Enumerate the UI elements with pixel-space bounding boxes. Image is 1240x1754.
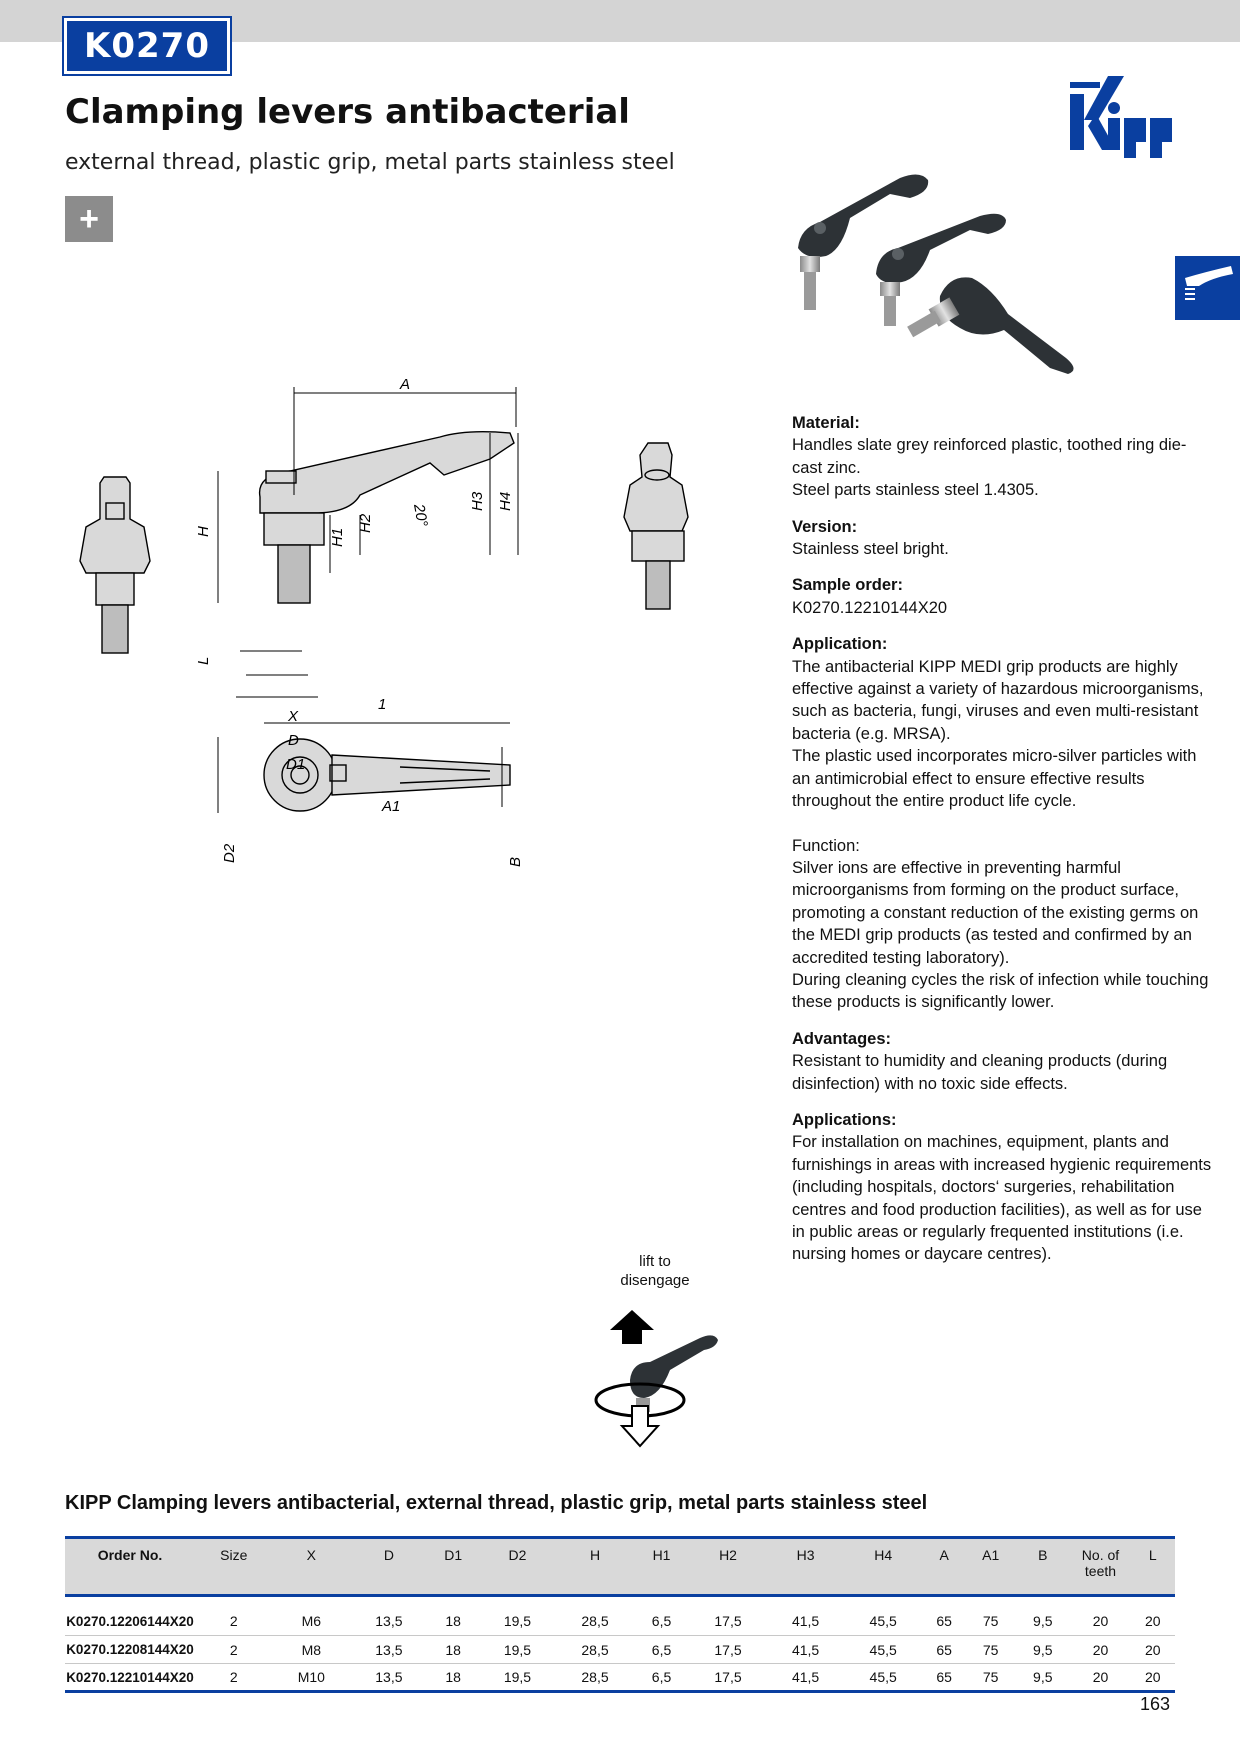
table-cell: 9,5 [1015, 1636, 1070, 1664]
col-d2: D2 [508, 1547, 527, 1563]
cell-order-no[interactable]: K0270.12208144X20 [65, 1636, 195, 1664]
table-cell: 17,5 [689, 1608, 767, 1636]
spec-table [65, 1536, 1175, 1693]
col-d: D [383, 1547, 394, 1563]
table-cell: 41,5 [767, 1664, 845, 1692]
col-h2: H2 [719, 1547, 737, 1563]
col-size: Size [220, 1547, 248, 1563]
cell-order-no[interactable]: K0270.12206144X20 [65, 1608, 195, 1636]
svg-text:H3: H3 [469, 491, 486, 511]
table-cell: 75 [966, 1608, 1015, 1636]
table-cell: 45,5 [844, 1664, 922, 1692]
table-cell: 9,5 [1015, 1608, 1070, 1636]
table-cell: 17,5 [689, 1636, 767, 1664]
svg-text:L: L [195, 656, 212, 665]
version-text: Stainless steel bright. [792, 540, 949, 559]
application-text: The antibacterial KIPP MEDI grip products are highly effective against a variety of hazardous microorganisms, such as bacteria, fungi, viruses and even multi-resistant bacteria (e.g. MRSA). [792, 657, 1204, 743]
table-cell: 41,5 [767, 1636, 845, 1664]
table-cell: 18 [428, 1664, 479, 1692]
table-cell: 2 [195, 1664, 273, 1692]
page-subtitle: external thread, plastic grip, metal parts stainless steel [65, 150, 675, 175]
table-cell: 6,5 [634, 1664, 689, 1692]
table-row [65, 1608, 1175, 1636]
table-cell: 20 [1130, 1664, 1175, 1692]
table-cell: 2 [195, 1608, 273, 1636]
lever-category-tab[interactable] [1175, 256, 1240, 320]
col-teeth: No. of teeth [1081, 1547, 1120, 1579]
table-row [65, 1636, 1175, 1664]
version-section [792, 516, 1212, 561]
applications-section [792, 1109, 1212, 1266]
advantages-text: Resistant to humidity and cleaning products (during disinfection) with no toxic side effects. [792, 1052, 1168, 1093]
table-cell: 28,5 [556, 1636, 634, 1664]
material-heading: Material: [792, 414, 860, 432]
table-cell: 28,5 [556, 1608, 634, 1636]
table-cell: 19,5 [479, 1664, 557, 1692]
function-text: Silver ions are effective in preventing harmful microorganisms from forming on the product surface, promoting a constant reduction of the existing germs on the MEDI grip products (as tested and confirmed by an accredited testing laboratory). [792, 858, 1199, 967]
table-cell: 45,5 [844, 1608, 922, 1636]
table-row [65, 1664, 1175, 1692]
col-h1: H1 [652, 1547, 671, 1563]
function-heading: Function: [792, 836, 860, 855]
table-cell: M8 [273, 1636, 351, 1664]
sample-order-heading: Sample order: [792, 576, 903, 595]
applications-text: For installation on machines, equipment, plants and furnishings in areas with increased hygienic requirements (including hospitals, doctors‘ surgeries, rehabilitation centres and food production facilities), as well as for use in public areas or regularly frequented institutions (i.e. nursing homes or daycare centres). [792, 1133, 1212, 1264]
table-cell: 13,5 [350, 1608, 428, 1636]
table-cell: 17,5 [689, 1664, 767, 1692]
table-cell: 28,5 [556, 1664, 634, 1692]
page-number: 163 [1140, 1694, 1171, 1714]
col-h4: H4 [874, 1547, 893, 1563]
col-x: X [306, 1547, 316, 1563]
table-cell: 2 [195, 1636, 273, 1664]
function-text-2: During cleaning cycles the risk of infection while touching these products is significantly lower. [792, 970, 1209, 1012]
product-photo [780, 170, 1120, 390]
table-header-row [65, 1538, 1175, 1596]
col-b: B [1038, 1547, 1048, 1563]
table-cell: 20 [1130, 1608, 1175, 1636]
sample-order-section [792, 574, 1212, 619]
table-cell: 45,5 [844, 1636, 922, 1664]
product-code-badge: K0270 [64, 18, 230, 74]
plus-icon[interactable]: + [65, 196, 113, 242]
svg-text:H4: H4 [497, 491, 514, 511]
col-a1: A1 [982, 1547, 1000, 1563]
material-section [792, 412, 1212, 502]
advantages-section [792, 1028, 1212, 1095]
table-cell: 19,5 [479, 1608, 557, 1636]
table-cell: 9,5 [1015, 1664, 1070, 1692]
svg-text:B: B [507, 856, 524, 867]
table-cell: 75 [966, 1636, 1015, 1664]
table-cell: M6 [273, 1608, 351, 1636]
table-cell: 18 [428, 1608, 479, 1636]
table-cell: 18 [428, 1636, 479, 1664]
table-cell: 65 [922, 1636, 966, 1664]
technical-drawing [70, 376, 770, 935]
svg-text:A: A [400, 376, 411, 393]
table-cell: 20 [1070, 1636, 1130, 1664]
table-cell: 65 [922, 1664, 966, 1692]
table-cell: 20 [1130, 1636, 1175, 1664]
svg-text:A1: A1 [382, 798, 401, 815]
svg-text:D1: D1 [286, 756, 306, 773]
table-cell: 75 [966, 1664, 1015, 1692]
table-cell: 6,5 [634, 1608, 689, 1636]
kipp-logo [1068, 74, 1180, 158]
svg-text:H2: H2 [357, 513, 374, 533]
table-cell: 6,5 [634, 1636, 689, 1664]
version-heading: Version: [792, 517, 858, 536]
svg-text:H: H [195, 526, 212, 537]
page-title: Clamping levers antibacterial [65, 92, 630, 132]
table-cell: 19,5 [479, 1636, 557, 1664]
col-h3: H3 [796, 1547, 815, 1563]
svg-text:1: 1 [378, 696, 387, 713]
svg-text:20°: 20° [410, 502, 431, 529]
sample-order-text: K0270.12210144X20 [792, 598, 948, 617]
applications-heading: Applications: [792, 1110, 897, 1129]
material-text-2: Steel parts stainless steel 1.4305. [792, 481, 1039, 500]
application-heading: Application: [792, 635, 888, 654]
table-cell: 13,5 [350, 1636, 428, 1664]
svg-text:D2: D2 [221, 843, 238, 863]
col-a: A [939, 1547, 949, 1563]
table-cell: M10 [273, 1664, 351, 1692]
col-d1: D1 [444, 1547, 463, 1563]
table-cell: 13,5 [350, 1664, 428, 1692]
col-order-no: Order No. [97, 1547, 163, 1563]
cell-order-no[interactable]: K0270.12210144X20 [65, 1664, 195, 1692]
table-cell: 65 [922, 1608, 966, 1636]
lift-to-disengage-label: lift to disengage [620, 1253, 690, 1289]
lift-disengage-icon [590, 1310, 750, 1460]
table-title: KIPP Clamping levers antibacterial, external thread, plastic grip, metal parts stainless steel [65, 1492, 928, 1514]
product-info [792, 412, 1212, 1280]
advantages-heading: Advantages: [792, 1029, 892, 1048]
svg-text:H1: H1 [329, 527, 346, 547]
table-cell: 41,5 [767, 1608, 845, 1636]
application-section [792, 633, 1212, 1014]
col-h: H [589, 1547, 601, 1563]
svg-text:X: X [288, 708, 299, 725]
table-cell: 20 [1070, 1608, 1130, 1636]
table-cell: 20 [1070, 1664, 1130, 1692]
material-text: Handles slate grey reinforced plastic, toothed ring die-cast zinc. [792, 436, 1187, 477]
svg-text:D: D [288, 732, 299, 749]
col-l: L [1148, 1547, 1157, 1563]
application-text-2: The plastic used incorporates micro-silver particles with an antimicrobial effect to ensure effective results throughout the entire product life cycle. [792, 747, 1197, 811]
